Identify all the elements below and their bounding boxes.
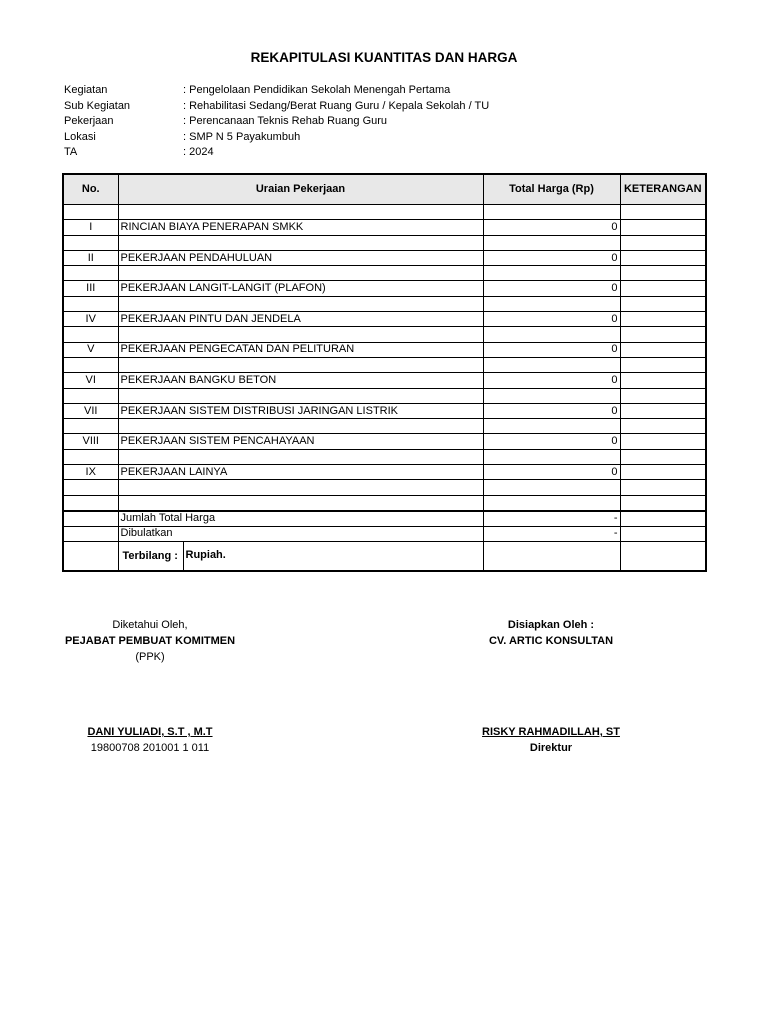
empty-cell xyxy=(620,357,706,372)
item-keterangan xyxy=(620,312,706,327)
empty-cell xyxy=(63,419,118,434)
item-no: II xyxy=(63,250,118,265)
item-uraian: PEKERJAAN PENGECATAN DAN PELITURAN xyxy=(118,342,483,357)
item-keterangan xyxy=(620,465,706,480)
table-row xyxy=(63,403,706,418)
item-uraian: PEKERJAAN PINTU DAN JENDELA xyxy=(118,312,483,327)
item-total: 0 xyxy=(483,373,620,388)
table-spacer-row xyxy=(63,357,706,372)
item-keterangan xyxy=(620,373,706,388)
item-no: IX xyxy=(63,465,118,480)
empty-cell xyxy=(620,235,706,250)
empty-cell xyxy=(63,357,118,372)
empty-cell xyxy=(620,511,706,527)
terbilang-cell xyxy=(118,541,483,571)
info-label: Sub Kegiatan xyxy=(64,99,131,112)
empty-cell xyxy=(483,541,620,571)
info-value: : 2024 xyxy=(183,146,214,158)
table-row xyxy=(63,250,706,265)
table-spacer-row xyxy=(63,266,706,281)
empty-cell xyxy=(483,388,620,403)
info-value: : Pengelolaan Pendidikan Sekolah Menengah Pertama xyxy=(183,84,451,96)
empty-cell xyxy=(118,327,483,342)
info-value: : Perencanaan Teknis Rehab Ruang Guru xyxy=(183,115,388,127)
empty-cell xyxy=(63,511,118,527)
dibulatkan-row xyxy=(63,526,706,541)
empty-cell xyxy=(118,388,483,403)
header-keterangan: KETERANGAN xyxy=(620,174,706,205)
item-keterangan xyxy=(620,342,706,357)
item-uraian: RINCIAN BIAYA PENERAPAN SMKK xyxy=(118,220,483,235)
table-row xyxy=(63,465,706,480)
sig-left-line1: Diketahui Oleh, xyxy=(112,619,188,631)
header-uraian: Uraian Pekerjaan xyxy=(118,174,483,205)
empty-cell xyxy=(620,327,706,342)
recap-table xyxy=(62,173,707,572)
empty-cell xyxy=(483,266,620,281)
header-total: Total Harga (Rp) xyxy=(483,174,620,205)
table-spacer-row xyxy=(63,388,706,403)
empty-cell xyxy=(483,357,620,372)
info-row-kegiatan xyxy=(64,83,489,99)
table-row xyxy=(63,373,706,388)
empty-cell xyxy=(620,388,706,403)
empty-cell xyxy=(63,235,118,250)
empty-cell xyxy=(118,205,483,220)
item-total: 0 xyxy=(483,434,620,449)
terbilang-value: Rupiah. xyxy=(185,549,226,562)
empty-cell xyxy=(63,541,118,571)
item-no: VI xyxy=(63,373,118,388)
table-row xyxy=(63,220,706,235)
empty-cell xyxy=(483,205,620,220)
empty-cell xyxy=(483,449,620,464)
item-uraian: PEKERJAAN LANGIT-LANGIT (PLAFON) xyxy=(118,281,483,296)
table-row xyxy=(63,342,706,357)
info-row-pekerjaan xyxy=(64,114,489,130)
info-label: Lokasi xyxy=(64,130,96,143)
table-spacer-row xyxy=(63,419,706,434)
item-total: 0 xyxy=(483,312,620,327)
info-row-lokasi xyxy=(64,130,489,146)
sig-right-title: Direktur xyxy=(529,742,573,754)
sig-left-line2: PEJABAT PEMBUAT KOMITMEN xyxy=(64,635,236,647)
table-spacer-row xyxy=(63,205,706,220)
empty-cell xyxy=(63,296,118,311)
table-spacer-row xyxy=(63,296,706,311)
info-label: Pekerjaan xyxy=(64,115,114,127)
empty-cell xyxy=(483,327,620,342)
info-value: : Rehabilitasi Sedang/Berat Ruang Guru / Kepala Sekolah / TU xyxy=(183,99,490,112)
info-label: TA xyxy=(64,146,78,158)
empty-cell xyxy=(118,235,483,250)
table-header-row xyxy=(63,174,706,205)
jumlah-row xyxy=(63,511,706,527)
empty-cell xyxy=(483,495,620,511)
table-spacer-row xyxy=(63,480,706,495)
empty-cell xyxy=(63,495,118,511)
sig-left-name: DANI YULIADI, S.T , M.T xyxy=(87,726,213,738)
empty-cell xyxy=(483,480,620,495)
table-row xyxy=(63,281,706,296)
empty-cell xyxy=(118,296,483,311)
table-row xyxy=(63,312,706,327)
page-title: REKAPITULASI KUANTITAS DAN HARGA xyxy=(250,50,518,65)
empty-cell xyxy=(118,480,483,495)
item-uraian: PEKERJAAN SISTEM PENCAHAYAAN xyxy=(118,434,483,449)
item-total: 0 xyxy=(483,220,620,235)
item-no: I xyxy=(63,220,118,235)
empty-cell xyxy=(620,296,706,311)
table-body xyxy=(63,205,706,571)
item-total: 0 xyxy=(483,281,620,296)
empty-cell xyxy=(620,419,706,434)
empty-cell xyxy=(620,541,706,571)
item-keterangan xyxy=(620,250,706,265)
empty-cell xyxy=(118,495,483,511)
header-no: No. xyxy=(63,174,118,205)
jumlah-label: Jumlah Total Harga xyxy=(118,511,483,527)
empty-cell xyxy=(63,526,118,541)
empty-cell xyxy=(118,419,483,434)
empty-cell xyxy=(63,205,118,220)
table-spacer-row xyxy=(63,327,706,342)
empty-cell xyxy=(620,449,706,464)
item-keterangan xyxy=(620,434,706,449)
item-uraian: PEKERJAAN PENDAHULUAN xyxy=(118,250,483,265)
terbilang-row xyxy=(63,541,706,571)
signature-left xyxy=(62,619,238,758)
item-total: 0 xyxy=(483,465,620,480)
item-no: IV xyxy=(63,312,118,327)
empty-cell xyxy=(63,480,118,495)
item-no: III xyxy=(63,281,118,296)
empty-cell xyxy=(63,449,118,464)
sig-right-line1: Disiapkan Oleh : xyxy=(507,619,595,631)
table-spacer-row xyxy=(63,235,706,250)
jumlah-value: - xyxy=(483,511,620,527)
info-label: Kegiatan xyxy=(64,84,108,96)
empty-cell xyxy=(63,388,118,403)
empty-cell xyxy=(620,480,706,495)
empty-cell xyxy=(620,205,706,220)
empty-cell xyxy=(63,327,118,342)
empty-cell xyxy=(620,526,706,541)
item-keterangan xyxy=(620,281,706,296)
item-no: VIII xyxy=(63,434,118,449)
item-no: V xyxy=(63,342,118,357)
empty-cell xyxy=(620,495,706,511)
empty-cell xyxy=(483,296,620,311)
item-uraian: PEKERJAAN SISTEM DISTRIBUSI JARINGAN LISTRIK xyxy=(118,403,483,418)
item-total: 0 xyxy=(483,403,620,418)
empty-cell xyxy=(118,266,483,281)
project-info xyxy=(64,83,489,161)
terbilang-label: Terbilang : xyxy=(119,542,184,570)
dibulatkan-value: - xyxy=(483,526,620,541)
item-keterangan xyxy=(620,220,706,235)
item-keterangan xyxy=(620,403,706,418)
empty-cell xyxy=(620,266,706,281)
info-row-sub-kegiatan xyxy=(64,99,489,115)
sig-right-name: RISKY RAHMADILLAH, ST xyxy=(482,726,620,738)
table-spacer-row xyxy=(63,495,706,511)
sig-left-id: 19800708 201001 1 011 xyxy=(90,742,210,754)
item-uraian: PEKERJAAN BANGKU BETON xyxy=(118,373,483,388)
table-row xyxy=(63,434,706,449)
signature-right xyxy=(470,619,632,758)
sig-right-line2: CV. ARTIC KONSULTAN xyxy=(488,635,614,647)
table-spacer-row xyxy=(63,449,706,464)
empty-cell xyxy=(483,419,620,434)
item-total: 0 xyxy=(483,250,620,265)
dibulatkan-label: Dibulatkan xyxy=(118,526,483,541)
item-uraian: PEKERJAAN LAINYA xyxy=(118,465,483,480)
info-value: : SMP N 5 Payakumbuh xyxy=(183,130,301,143)
item-no: VII xyxy=(63,403,118,418)
empty-cell xyxy=(483,235,620,250)
info-row-ta xyxy=(64,145,489,161)
item-total: 0 xyxy=(483,342,620,357)
sig-left-line3: (PPK) xyxy=(135,651,165,663)
empty-cell xyxy=(63,266,118,281)
empty-cell xyxy=(118,357,483,372)
empty-cell xyxy=(118,449,483,464)
